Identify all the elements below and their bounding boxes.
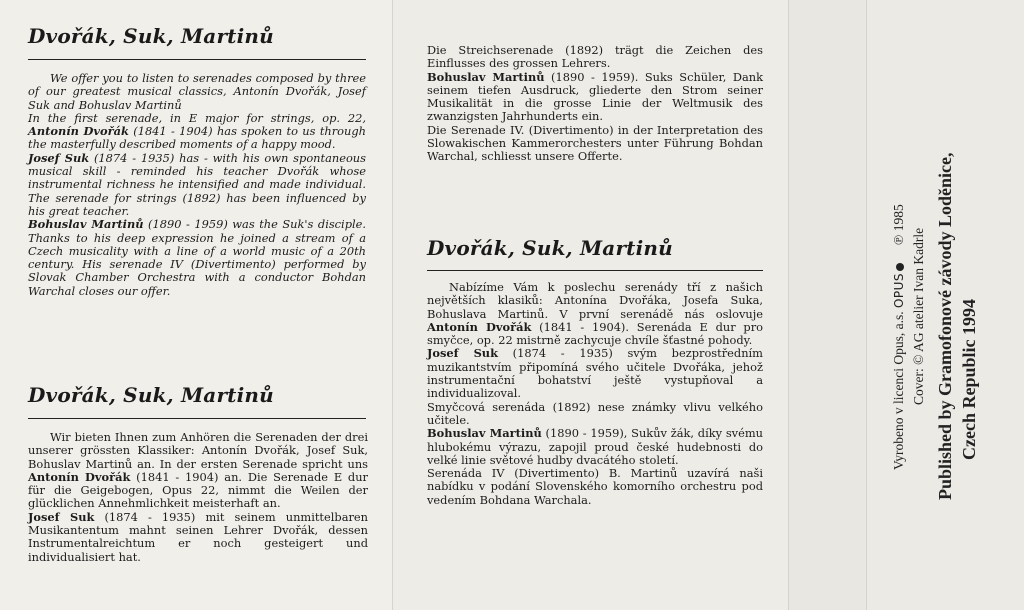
german-paragraph-4: Bohuslav Martinů (1890 - 1959). Suks Schüler, Dank seinem tiefen Ausdruck, gliederte den Strom seiner Musikalität in die grosse Linie der Weltmusik des zwanzigsten Jahrhunderts ein. — [427, 69, 763, 124]
heading-rule — [28, 59, 366, 60]
german-text-continued — [427, 44, 763, 164]
czech-heading: Dvořák, Suk, Martinů — [427, 236, 673, 260]
english-paragraph-3: Josef Suk (1874 - 1935) has - with his own spontaneous musical skill - reminded his teacher Dvořák whose instrumental richness he intensified and made individual. The serenade for strings (1892) has been influenced by his great teacher. — [28, 150, 366, 218]
copyright-year: ℗ 1985 — [891, 204, 906, 245]
panel-middle — [392, 0, 788, 610]
opus-logo: OPUS — [892, 272, 906, 309]
czech-paragraph-1: Nabízíme Vám k poslechu serenády tří z našich největších klasiků: Antonína Dvořáka, Josefa Suka, Bohuslava Martinů. V první serenádě nás oslovuje Antonín Dvořák (1841 - 1904). Serenáda E dur pro smyčce, op. 22 mistrně zachycuje chvíle šťastné pohody. — [427, 280, 763, 348]
english-paragraph-4: Bohuslav Martinů (1890 - 1959) was the Suk's disciple. Thanks to his deep expression he joined a stream of a Czech musicality with a line of a world music of a 20th century. His serenade IV (Divertimento) performed by Slovak Chamber Orchestra with a conductor Bohdan Warchal closes our offer. — [28, 217, 366, 298]
panel-spine — [788, 0, 866, 610]
german-paragraph-5: Die Serenade IV. (Divertimento) in der Interpretation des Slowakischen Kammerorchesters unter Führung Bohdan Warchal, schliesst unsere Offerte. — [427, 122, 763, 164]
english-paragraph-2: In the first serenade, in E major for strings, op. 22, Antonín Dvořák (1841 - 1904) has spoken to us through the masterfully described moments of a happy mood. — [28, 110, 366, 152]
heading-rule — [28, 418, 366, 419]
czech-paragraph-2: Josef Suk (1874 - 1935) svým bezprostředním muzikantstvím připomíná svého učitele Dvořáka, jehož instrumentační bohatství ještě vystupňoval a individualizoval. — [427, 346, 763, 401]
czech-paragraph-4: Bohuslav Martinů (1890 - 1959), Sukův žák, díky svému hlubokému výrazu, zapojil proud české hudebnosti do velké linie světové hudby dvacátého století. — [427, 426, 763, 467]
czech-paragraph-5: Serenáda IV (Divertimento) B. Martinů uzavírá naši nabídku v podání Slovenského komorního orchestru pod vedením Bohdana Warchala. — [427, 466, 763, 507]
german-heading: Dvořák, Suk, Martinů — [28, 383, 274, 407]
german-text-start — [28, 431, 368, 564]
heading-rule — [427, 270, 763, 271]
panel-credits — [866, 0, 1024, 610]
czech-text — [427, 281, 763, 507]
german-paragraph-2: Josef Suk (1874 - 1935) mit seinem unmittelbaren Musikantentum mahnt seinen Lehrer Dvořák, dessen Instrumentalreichtum er noch gesteigert und individualisiert hat. — [28, 509, 369, 564]
czech-paragraph-3: Smyčcová serenáda (1892) nese známky vlivu velkého učitele. — [427, 399, 763, 427]
panel-left — [0, 0, 392, 610]
publisher-country-line: Czech Republic 1994 — [959, 299, 979, 460]
english-text — [28, 72, 366, 298]
english-paragraph-1: We offer you to listen to serenades composed by three of our greatest musical classics, Antonín Dvořák, Josef Suk and Bohuslav Martinů — [28, 71, 366, 112]
cover-credit: Cover: © AG atelier Ivan Kadrle — [911, 227, 926, 405]
opus-disc-icon — [896, 263, 904, 271]
english-heading: Dvořák, Suk, Martinů — [28, 24, 274, 48]
german-paragraph-1: Wir bieten Ihnen zum Anhören die Serenaden der drei unserer grössten Klassiker: Antonín Dvořák, Josef Suk, Bohuslav Martinů an. In der ersten Serenade spricht uns Antonín Dvořák (1841 - 1904) an. Die Serenade E dur für die Geigebogen, Opus 22, nimmt die Weilen der glücklichen Annehmlichkeit meisterhaft an. — [28, 430, 369, 511]
publisher-line: Published by Gramofonové závody Loděnice, — [935, 152, 955, 500]
german-paragraph-3: Die Streichserenade (1892) trägt die Zeichen des Einflusses des grossen Lehrers. — [427, 43, 763, 71]
license-line: Vyrobeno v licenci Opus, a.s. OPUS℗ 1985 — [891, 204, 906, 470]
